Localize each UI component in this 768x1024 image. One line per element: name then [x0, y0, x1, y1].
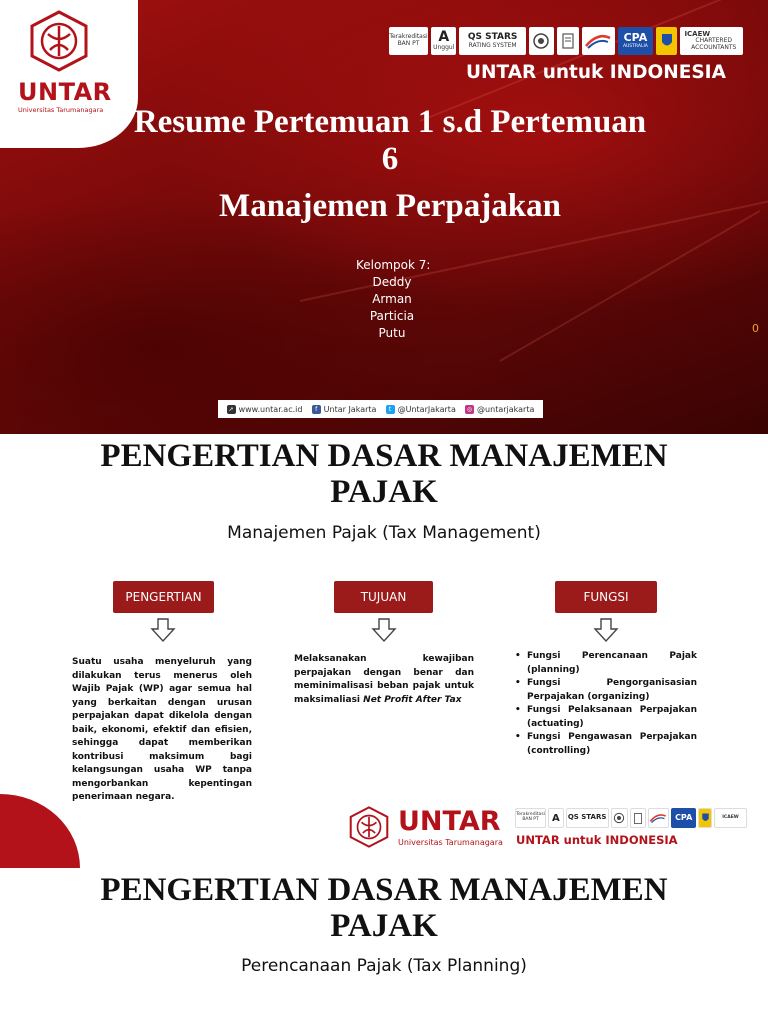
social-bar: [218, 400, 543, 418]
title-line-2: PAJAK: [330, 908, 438, 944]
iso-badge: [611, 808, 629, 828]
website-link[interactable]: ➚ www.untar.ac.id: [228, 404, 303, 414]
facebook-icon: f: [312, 405, 321, 414]
cpa-badge: CPA: [671, 808, 696, 828]
tujuan-italic-text: Net Profit After Tax: [363, 694, 462, 705]
member-name: Particia: [369, 309, 415, 323]
down-arrow-icon: [150, 617, 176, 643]
footer-logo-subtitle: Universitas Tarumanagara: [398, 838, 503, 847]
aabee-badge: [648, 808, 669, 828]
untar-emblem-icon: [348, 806, 390, 848]
title-line-1: Resume Pertemuan 1 s.d Pertemuan: [133, 104, 647, 140]
content-slide-tax-planning: [0, 868, 768, 1024]
tujuan-text: Melaksanakan kewajiban perpajakan dengan benar dan meminimalisasi beban pajak untuk maksimaliasi Net Profit After Tax: [294, 654, 474, 705]
untar-emblem-icon: [28, 10, 90, 72]
slide-subtitle: Manajemen Perpajakan: [219, 188, 561, 224]
iso-badge: [529, 27, 554, 55]
background-streak: [500, 210, 761, 362]
icaew-badge: ICAEW CHARTERED ACCOUNTANTS: [680, 27, 743, 55]
slide-number: 0: [752, 322, 759, 335]
logo-wordmark: UNTAR: [18, 78, 112, 106]
member-name: Deddy: [372, 275, 412, 289]
title-line-2: 6: [381, 141, 399, 177]
group-members: [322, 257, 462, 342]
ban-pt-badge: Terakreditasi BAN PT: [389, 27, 428, 55]
certification-badge: [630, 808, 646, 828]
cursor-icon: ➚: [228, 405, 234, 413]
slide-title: [30, 872, 738, 944]
corner-decoration: [0, 794, 80, 868]
qs-stars-badge: QS STARS RATING SYSTEM: [459, 27, 525, 55]
list-item: • Fungsi Pengawasan Perpajakan (controlling): [515, 731, 697, 758]
certification-badge: [557, 27, 578, 55]
aabee-badge: [582, 27, 615, 55]
tujuan-label: TUJUAN: [334, 581, 433, 613]
member-name: Putu: [378, 326, 406, 340]
cpa-badge: CPA AUSTRALIA: [618, 27, 653, 55]
pengertian-text: Suatu usaha menyeluruh yang dilakukan terus menerus oleh Wajib Pajak (WP) agar semua hal yang berkaitan dengan urusan perpajakan dapat dikelola dengan baik, ekonomi, efektif dan efisien, sehingga dapat memberikan kontribusi maksimum bagi kelangsungan usaha WP tanpa mengorbankan kepentingan penerimaan negara.: [72, 657, 252, 802]
down-arrow-icon: [593, 617, 619, 643]
swoosh-logo-icon: [584, 32, 612, 50]
slide-subtitle: Perencanaan Pajak (Tax Planning): [241, 956, 527, 976]
grade-badge: A: [548, 808, 564, 828]
group-label: Kelompok 7:: [356, 258, 431, 272]
slide-title: [60, 104, 720, 178]
accreditation-strip: [389, 27, 743, 55]
list-item: • Fungsi Pengorganisasian Perpajakan (organizing): [515, 677, 697, 704]
iso-seal-icon: [532, 32, 550, 50]
instagram-link[interactable]: ◎ @untarjakarta: [466, 404, 535, 414]
member-name: Arman: [372, 292, 412, 306]
down-arrow-icon: [371, 617, 397, 643]
footer-accreditation-strip: [515, 808, 747, 828]
fungsi-label: FUNGSI: [555, 581, 657, 613]
swoosh-logo-icon: [649, 812, 667, 824]
certificate-icon: [633, 812, 643, 825]
qs-stars-badge: QS STARS: [566, 808, 609, 828]
twitter-icon: t: [386, 405, 395, 414]
logo-subtitle: Universitas Tarumanagara: [18, 106, 104, 114]
footer-logo-wordmark: UNTAR: [398, 806, 501, 837]
footer-untar-tagline: UNTAR untuk INDONESIA: [516, 833, 678, 847]
crest-icon: [701, 812, 710, 824]
list-item: • Fungsi Perencanaan Pajak (planning): [515, 650, 697, 677]
fungsi-list: [515, 650, 697, 758]
crest-icon: [660, 32, 674, 50]
slide-title: [30, 438, 738, 510]
ban-pt-badge: Terakreditasi BAN PT: [515, 808, 546, 828]
title-line-1: PENGERTIAN DASAR MANAJEMEN: [100, 438, 668, 474]
icaew-badge: ICAEW: [714, 808, 747, 828]
title-line-1: PENGERTIAN DASAR MANAJEMEN: [100, 872, 668, 908]
facebook-link[interactable]: f Untar Jakarta: [312, 405, 377, 414]
content-slide-tax-management: [0, 434, 768, 868]
grade-badge: A Unggul: [431, 27, 456, 55]
title-slide: [0, 0, 768, 434]
untar-tagline: UNTAR untuk INDONESIA: [466, 62, 726, 83]
title-line-2: PAJAK: [330, 474, 438, 510]
list-item: • Fungsi Pelaksanaan Perpajakan (actuating): [515, 704, 697, 731]
pengertian-label: PENGERTIAN: [113, 581, 214, 613]
iso-seal-icon: [613, 812, 625, 824]
slide-subtitle: Manajemen Pajak (Tax Management): [227, 523, 541, 543]
instagram-icon: ◎: [466, 405, 473, 413]
crest-badge: [656, 27, 677, 55]
certificate-icon: [561, 32, 575, 50]
crest-badge: [698, 808, 712, 828]
twitter-link[interactable]: t @UntarJakarta: [386, 405, 456, 414]
